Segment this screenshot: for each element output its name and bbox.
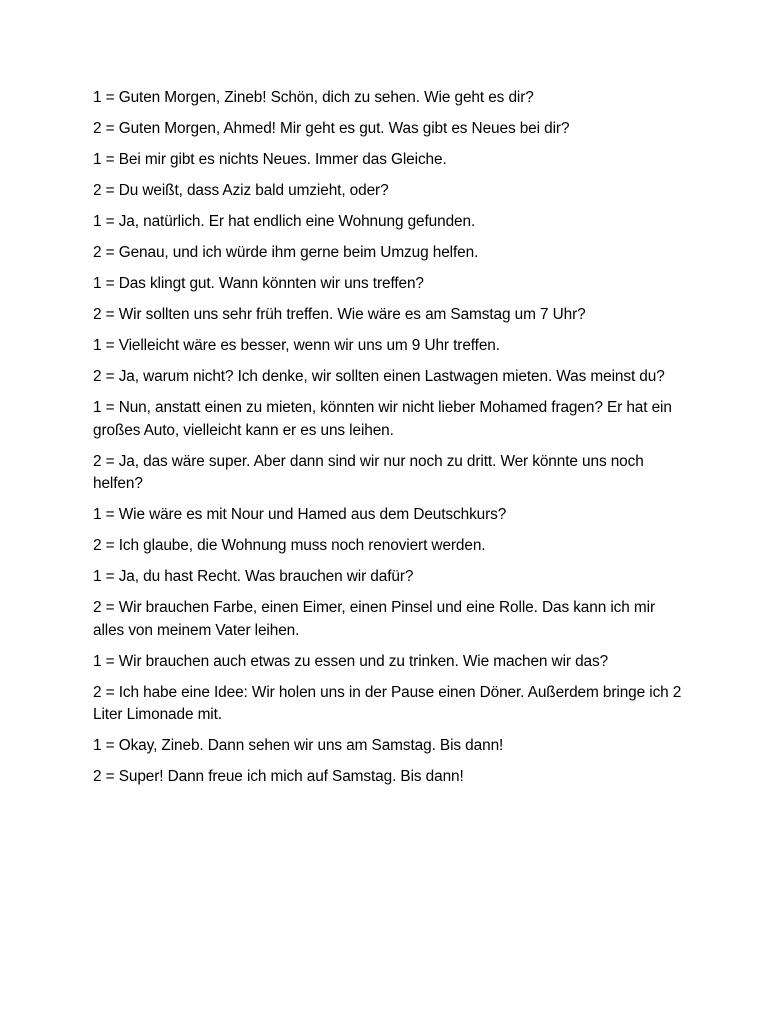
dialogue-line: 1 = Ja, du hast Recht. Was brauchen wir dafür? (93, 568, 414, 585)
dialogue-line: 1 = Wir brauchen auch etwas zu essen und zu trinken. Wie machen wir das? (93, 652, 609, 670)
dialogue-line: 2 = Ja, das wäre super. Aber dann sind wir nur noch zu dritt. Wer könnte uns noch helfen? (93, 452, 644, 492)
dialogue-line: 2 = Super! Dann freue ich mich auf Samstag. Bis dann! (93, 768, 464, 785)
dialogue-line: 1 = Okay, Zineb. Dann sehen wir uns am Samstag. Bis dann! (93, 737, 504, 754)
dialogue-line: 2 = Ich habe eine Idee: Wir holen uns in der Pause einen Döner. Außerdem bringe ich 2 Liter Limonade mit. (93, 683, 682, 723)
dialogue-line: 2 = Wir brauchen Farbe, einen Eimer, einen Pinsel und eine Rolle. Das kann ich mir alles von meinem Vater leihen. (93, 599, 655, 639)
dialogue-line: 1 = Das klingt gut. Wann könnten wir uns treffen? (93, 275, 424, 292)
dialogue-line: 1 = Wie wäre es mit Nour und Hamed aus dem Deutschkurs? (93, 506, 507, 523)
dialogue-line: 1 = Nun, anstatt einen zu mieten, könnten wir nicht lieber Mohamed fragen? Er hat ein großes Auto, vielleicht kann er es uns leihen. (93, 399, 672, 439)
dialogue-line: 1 = Ja, natürlich. Er hat endlich eine Wohnung gefunden. (93, 213, 476, 230)
dialogue-line: 2 = Du weißt, dass Aziz bald umzieht, oder? (93, 182, 389, 199)
dialogue-line: 1 = Bei mir gibt es nichts Neues. Immer das Gleiche. (93, 151, 447, 168)
dialogue-line: 2 = Ja, warum nicht? Ich denke, wir sollten einen Lastwagen mieten. Was meinst du? (93, 368, 665, 385)
dialogue-line: 2 = Guten Morgen, Ahmed! Mir geht es gut. Was gibt es Neues bei dir? (93, 120, 570, 137)
dialogue-line: 2 = Ich glaube, die Wohnung muss noch renoviert werden. (93, 537, 486, 554)
dialogue-line: 2 = Wir sollten uns sehr früh treffen. Wie wäre es am Samstag um 7 Uhr? (93, 306, 586, 323)
dialogue-line: 1 = Guten Morgen, Zineb! Schön, dich zu sehen. Wie geht es dir? (93, 89, 534, 106)
dialogue-text (93, 87, 683, 797)
dialogue-line: 1 = Vielleicht wäre es besser, wenn wir uns um 9 Uhr treffen. (93, 337, 500, 354)
dialogue-line: 2 = Genau, und ich würde ihm gerne beim Umzug helfen. (93, 244, 479, 261)
